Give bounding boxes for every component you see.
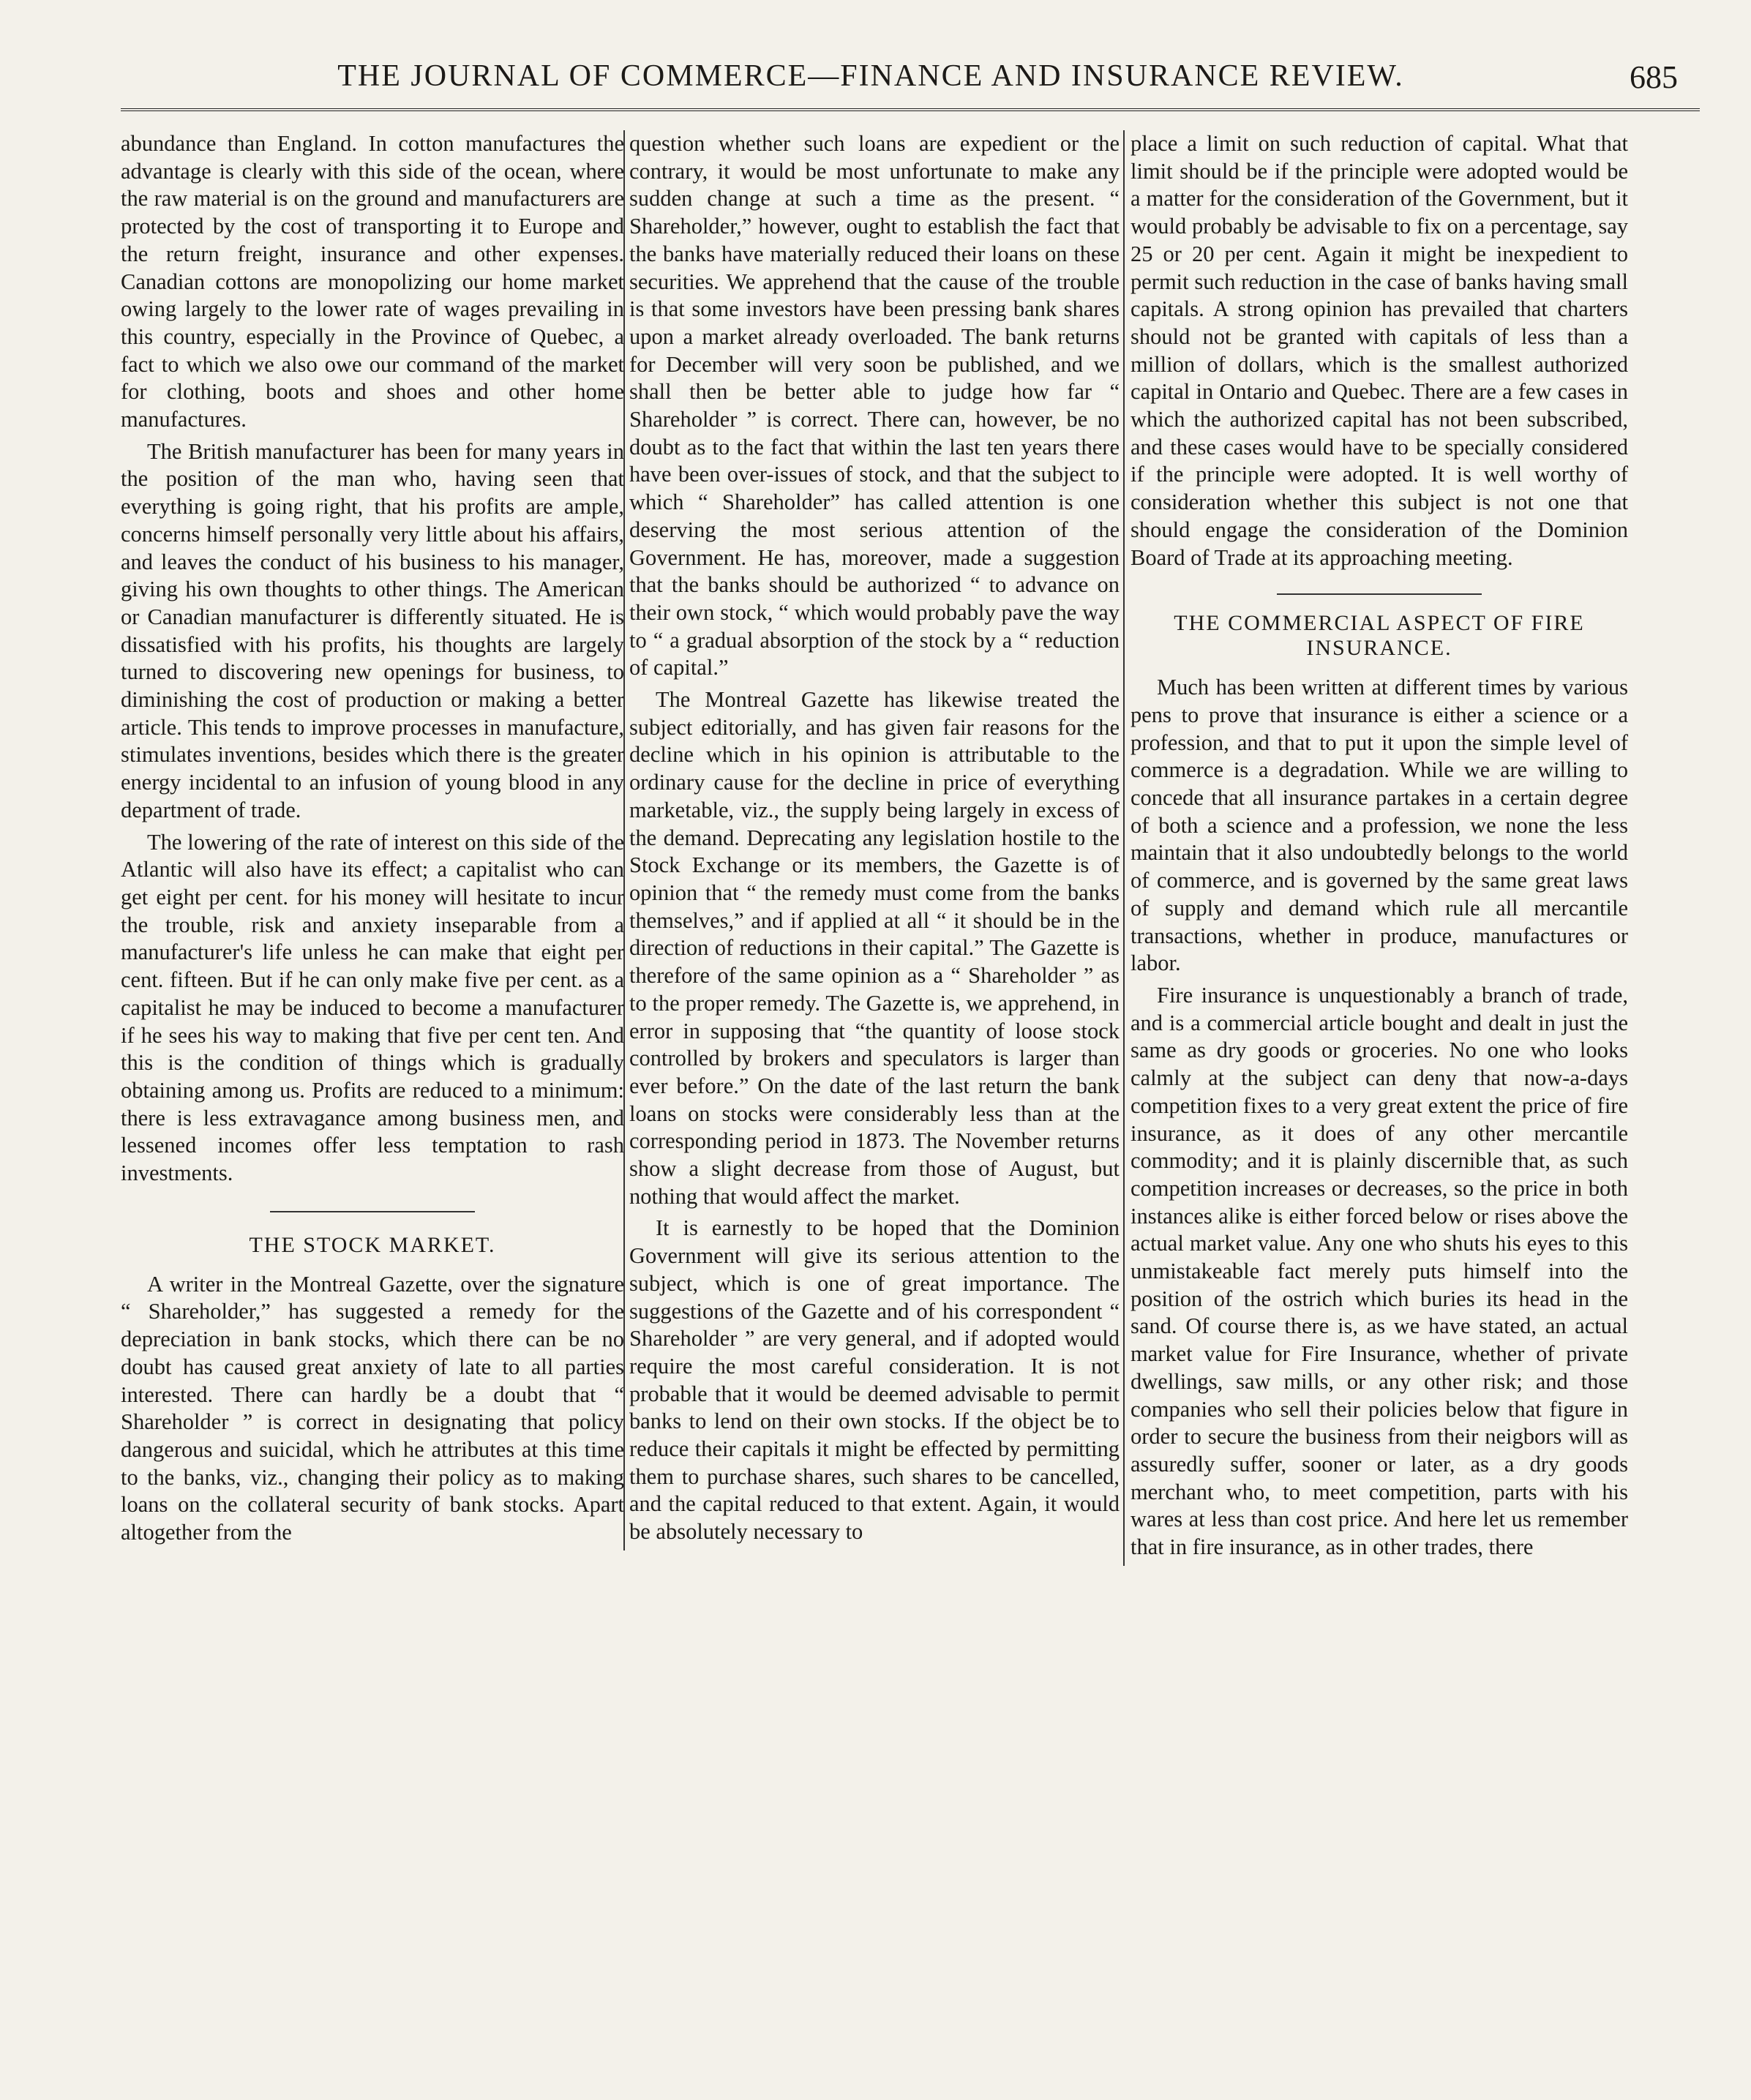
paragraph: abundance than England. In cotton manufactures the advantage is clearly with this side of the ocean, where the raw material is on the ground and manufacturers are protected by the cost of transporting it to Europe and the return freight, insurance and other expenses. Canadian cottons are monopolizing our home market owing largely to the lower rate of wages prevailing in this country, especially in the Province of Quebec, a fact to which we also owe our command of the market for clothing, boots and shoes and other home manufactures. xyxy=(121,131,624,432)
section-title-fire-insurance: THE COMMERCIAL ASPECT OF FIRE INSURANCE. xyxy=(1174,611,1585,661)
column-1 xyxy=(121,130,624,1551)
running-head: THE JOURNAL OF COMMERCE—FINANCE AND INSURANCE REVIEW. xyxy=(337,59,1404,93)
paragraph: It is earnestly to be hoped that the Dominion Government will give its serious attention to the subject, which is one of great importance. The suggestions of the Gazette and of his correspondent “ Shareholder ” are very general, and if adopted would require the most careful consideration. It is not probable that it would be deemed advisable to permit banks to lend on their own stocks. If the object be to reduce their capitals it might be effected by permitting them to purchase shares, such shares to be cancelled, and the capital reduced to that extent. Again, it would be absolutely necessary to xyxy=(629,1215,1120,1545)
paragraph: Much has been written at different times by various pens to prove that insurance is either a science or a profession, and that to put it upon the simple level of commerce is a degradation. While we are willing to concede that all insurance partakes in a certain degree of both a science and a profession, we none the less maintain that it also undoubtedly belongs to the world of commerce, and is governed by the same great laws of supply and demand which rule all mercantile transactions, whether in produce, manufactures or labor. xyxy=(1131,675,1628,976)
paragraph: The lowering of the rate of interest on this side of the Atlantic will also have its effect; a capitalist who can get eight per cent. for his money will hesitate to incur the trouble, risk and anxiety inseparable from a manufacturer's life unless he can make that eight per cent. fifteen. But if he can only make five per cent. as a capitalist he may be induced to become a manufacturer if he sees his way to making that five per cent ten. And this is the condition of things which is gradually obtaining among us. Profits are reduced to a minimum: there is less extravagance among business men, and lessened incomes offer less temptation to rash investments. xyxy=(121,829,624,1186)
header-rule xyxy=(121,108,1700,116)
paragraph: Fire insurance is unquestionably a branch of trade, and is a commercial article bought and dealt in just the same as dry goods or groceries. No one who looks calmly at the subject can deny that now-a-days competition fixes to a very great extent the price of fire insurance, as it does of any other mercantile commodity; and it is plainly discernible that, as such competition increases or decreases, so the price in both instances alike is either forced below or rises above the actual market value. Any one who shuts his eyes to this unmistakeable fact merely puts himself into the position of the ostrich which buries its head in the sand. Of course there is, as we have stated, an actual market value for Fire Insurance, whether of private dwellings, saw mills, or any other risk; and those companies who sell their policies below that figure in order to secure the business from their neigbors will as assuredly suffer, sooner or later, as a dry goods merchant who, to meet competition, parts with his wares at less than cost price. And here let us remember that in fire insurance, as in other trades, there xyxy=(1131,982,1628,1560)
paragraph: The Montreal Gazette has likewise treated the subject editorially, and has given fair reasons for the decline which in his opinion is attributable to the ordinary cause for the decline in price of everything marketable, viz., the supply being largely in excess of the demand. Deprecating any legislation hostile to the Stock Exchange or its members, the Gazette is of opinion that “ the remedy must come from the banks themselves,” and if applied at all “ it should be in the direction of reductions in their capital.” The Gazette is therefore of the same opinion as a “ Shareholder ” as to the proper remedy. The Gazette is, we apprehend, in error in supposing that “the quantity of loose stock controlled by brokers and speculators is larger than ever before.” On the date of the last return the bank loans on stocks were considerably less than at the corresponding period in 1873. The November returns show a slight decrease from those of August, but nothing that would affect the market. xyxy=(629,687,1120,1209)
column-3 xyxy=(1123,130,1628,1566)
section-divider xyxy=(270,1211,475,1212)
paragraph: A writer in the Montreal Gazette, over the signature “ Shareholder,” has suggested a remedy for the depreciation in bank stocks, which there can be no doubt has caused great anxiety of late to all parties interested. There can hardly be a doubt that “ Shareholder ” is correct in designating that policy dangerous and suicidal, which he attributes at this time to the banks, viz., changing their policy as to making loans on the collateral security of bank stocks. Apart altogether from the xyxy=(121,1271,624,1545)
section-title-stock-market: THE STOCK MARKET. xyxy=(249,1232,496,1257)
section-divider xyxy=(1277,593,1482,595)
column-2 xyxy=(623,130,1120,1550)
paragraph: The British manufacturer has been for many years in the position of the man who, having seen that everything is going right, that his profits are ample, concerns himself personally very little about his affairs, and leaves the conduct of his business to his manager, giving his own thoughts to other things. The American or Canadian manufacturer is differently situated. He is dissatisfied with his profits, his thoughts are largely turned to discovering new openings for business, to diminishing the cost of production or making a better article. This tends to improve processes in manufacture, stimulates inventions, besides which there is the greater energy incidental to an infusion of young blood in any department of trade. xyxy=(121,438,624,822)
page-number: 685 xyxy=(1630,59,1678,95)
paragraph: question whether such loans are expedient or the contrary, it would be most unfortunate to make any sudden change at such a time as the present. “ Shareholder,” however, ought to establish the fact that the banks have materially reduced their loans on these securities. We apprehend that the cause of the trouble is that some investors have been pressing bank shares upon a market already overloaded. The bank returns for December will very soon be published, and we shall then be better able to judge how far “ Shareholder ” is correct. There can, however, be no doubt as to the fact that within the last ten years there have been over-issues of stock, and that the subject to which “ Shareholder” has called attention is one deserving the most serious attention of the Government. He has, moreover, made a suggestion that the banks should be authorized “ to advance on their own stock, “ which would probably pave the way to “ a gradual absorption of the stock by a “ reduction of capital.” xyxy=(629,131,1120,680)
paragraph: place a limit on such reduction of capital. What that limit should be if the principle were adopted would be a matter for the consideration of the Government, but it would probably be advisable to fix on a percentage, say 25 or 20 per cent. Again it might be inexpedient to permit such reduction in the case of banks having small capitals. A strong opinion has prevailed that charters should not be granted with capitals of less than a million of dollars, which is the smallest authorized capital in Ontario and Quebec. There are a few cases in which the authorized capital has not been subscribed, and these cases would have to be specially considered if the principle were adopted. It is well worthy of consideration whether this subject is not one that should engage the consideration of the Dominion Board of Trade at its approaching meeting. xyxy=(1131,131,1628,570)
